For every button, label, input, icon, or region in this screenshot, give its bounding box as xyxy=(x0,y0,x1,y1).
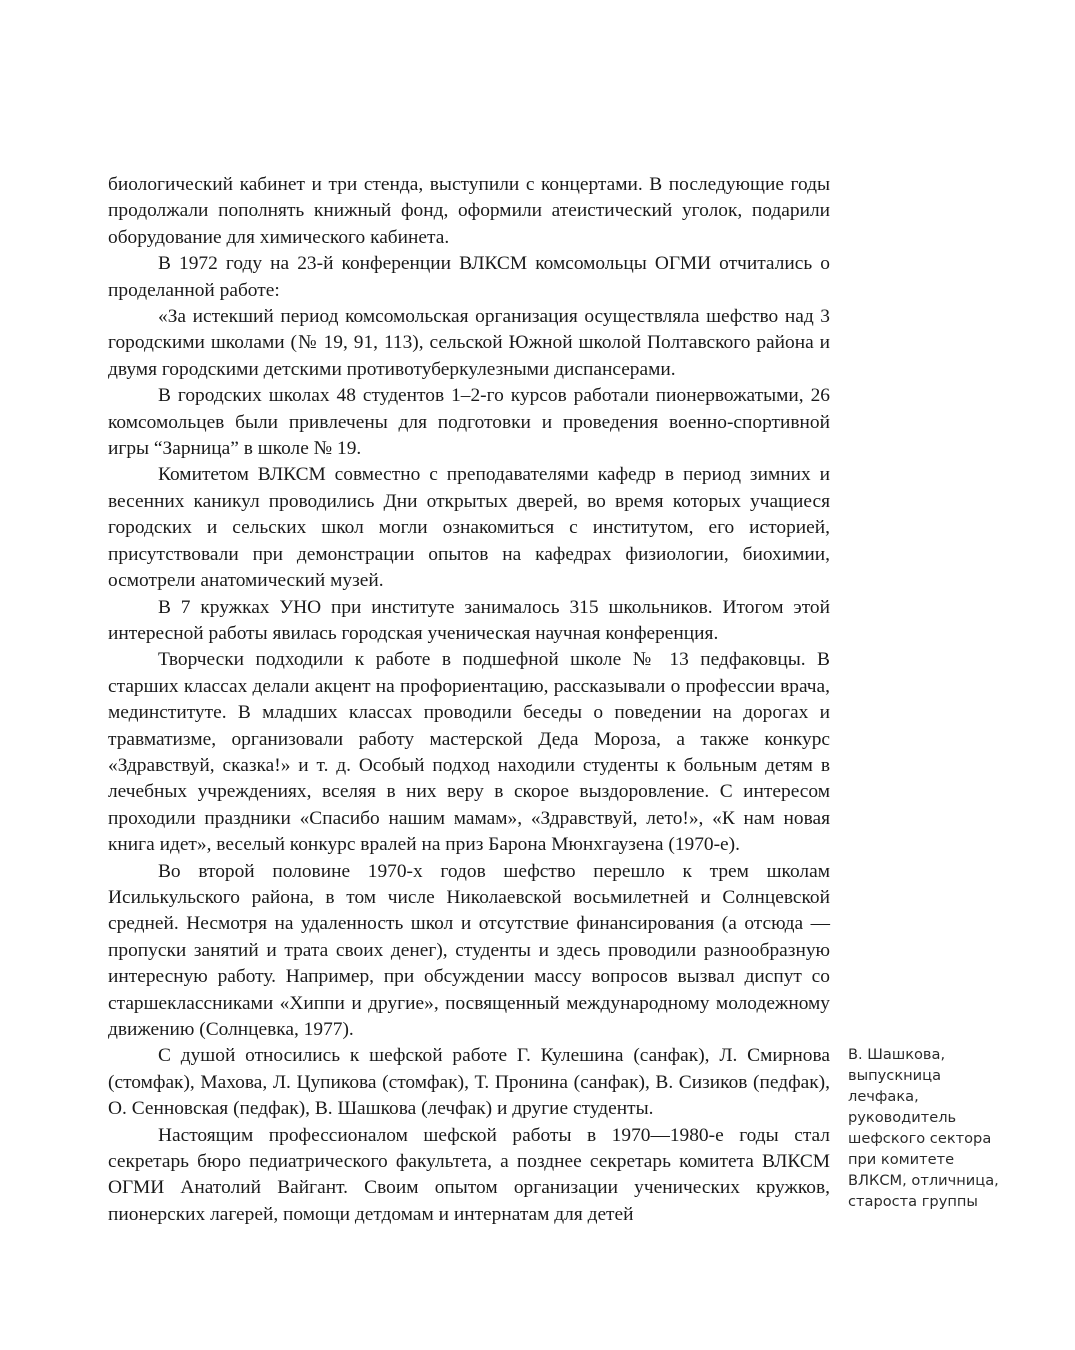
paragraph-7: Творчески подходили к работе в подшефной школе № 13 педфаковцы. В старших классах делали акцент на профориентацию, рассказывали о профессии врача, мединституте. В младших классах проводили беседы о поведении на дорогах и травматизме, организовали работу мастерской Деда Мороза, а также конкурс «Здравствуй, сказка!» и т. д. Особый подход находили студенты к больным детям в лечебных учреждениях, вселяя в них веру в скорое выздоровление. С интересом проходили праздники «Спасибо нашим мамам», «Здравствуй, лето!», «К нам новая книга идет», веселый конкурс вралей на приз Барона Мюнхгаузена (1970-е). xyxy=(108,649,830,856)
main-text-column xyxy=(108,172,830,1228)
paragraph-10: Настоящим профессионалом шефской работы в 1970—1980-е годы стал секретарь бюро педиатрического факультета, а позднее секретарь комитета ВЛКСМ ОГМИ Анатолий Вайгант. Своим опытом организации ученических кружков, пионерских лагерей, помощи детдомам и интернатам для детей xyxy=(108,1124,830,1225)
caption-line: выпускница xyxy=(848,1067,942,1084)
paragraph-2: В 1972 году на 23-й конференции ВЛКСМ комсомольцы ОГМИ отчитались о проделанной работе: xyxy=(108,253,830,301)
paragraph-5: Комитетом ВЛКСМ совместно с преподавателями кафедр в период зимних и весенних каникул проводились Дни открытых дверей, во время которых учащиеся городских и сельских школ могли ознакомиться с институтом, его историей, присутствовали при демонстрации опытов на кафедрах физиологии, биохимии, осмотрели анатомический музей. xyxy=(108,464,830,592)
caption-line: ВЛКСМ, отличница, xyxy=(848,1172,999,1189)
caption-line: при комитете xyxy=(848,1151,955,1168)
paragraph-8: Во второй половине 1970-х годов шефство перешло к трем школам Исилькульского района, в том числе Николаевской восьмилетней и Солнцевской средней. Несмотря на удаленность школ и отсутствие финансирования (а отсюда — пропуски занятий и трата своих денег), студенты и здесь проводили разнообразную интересную работу. Например, при обсуждении массу вопросов вызвал диспут со старшеклассниками «Хиппи и другие», посвященный международному молодежному движению (Солнцевка, 1977). xyxy=(108,860,830,1040)
paragraph-9: С душой относились к шефской работе Г. Кулешина (санфак), Л. Смирнова (стомфак), Махова, Л. Цупикова (стомфак), Т. Пронина (санфак), В. Сизиков (педфак), О. Сенновская (педфак), В. Шашкова (лечфак) и другие студенты. xyxy=(108,1045,830,1120)
caption-line: В. Шашкова, xyxy=(848,1046,946,1063)
paragraph-4: В городских школах 48 студентов 1–2-го курсов работали пионервожатыми, 26 комсомольцев были привлечены для подготовки и проведения военно-спортивной игры “Зарница” в школе № 19. xyxy=(108,385,830,460)
photo-caption xyxy=(848,1044,1018,1212)
caption-line: староста группы xyxy=(848,1193,978,1210)
paragraph-1: биологический кабинет и три стенда, выступили с концертами. В последующие годы продолжали пополнять книжный фонд, оформили атеистический уголок, подарили оборудование для химического кабинета. xyxy=(108,174,830,248)
quote-paragraph: «За истекший период комсомольская организация осуществляла шефство над 3 городскими школами (№ 19, 91, 113), сельской Южной школой Полтавского района и двумя городскими детскими противотуберкулезными диспансерами. xyxy=(108,306,830,380)
caption-line: руководитель xyxy=(848,1109,957,1126)
caption-line: шефского сектора xyxy=(848,1130,992,1147)
caption-line: лечфака, xyxy=(848,1088,919,1105)
paragraph-6: В 7 кружках УНО при институте занималось 315 школьников. Итогом этой интересной работы явилась городская ученическая научная конференция. xyxy=(108,596,830,644)
